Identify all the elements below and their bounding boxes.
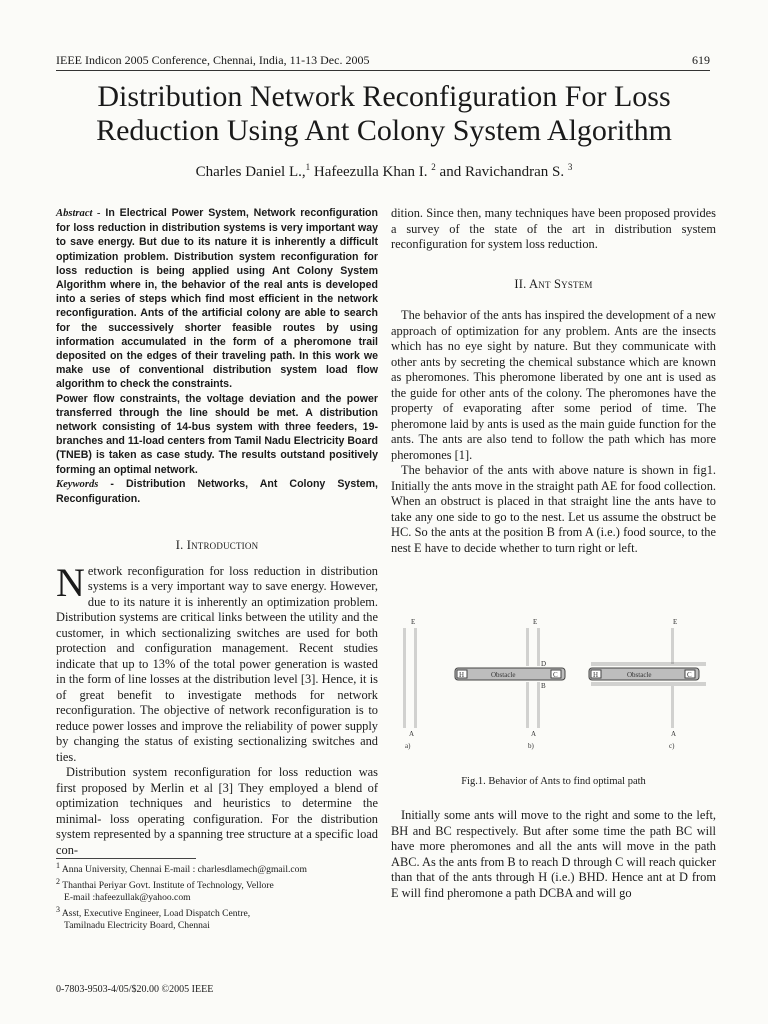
ant-system-paragraph-2: The behavior of the ants with above nature is shown in fig1. Initially the ants move in the straight path AE for food collection. When an obstruct is placed in that straight line the ants have to take any one side to go to the nest. Let us assume the obstruct be HC. So the ants at the position B from A (i.e.) food source, to the nest E have to decide whether to turn right or left. [391, 463, 716, 555]
author-1-mark: 1 [305, 162, 311, 172]
section-heading-ant-system: II. Ant System [514, 276, 593, 291]
panel-a-label-a: A [409, 730, 415, 738]
panel-b-label-b: B [541, 682, 546, 690]
intro-paragraph-1 [56, 559, 378, 766]
title-line-2: Reduction Using Ant Colony System Algorithm [96, 114, 672, 147]
panel-b-trail-bottom-2 [537, 682, 540, 728]
continued-paragraph: dition. Since then, many techniques have been proposed provides a survey of the state of the art in distribution system reconfiguration for system loss reduction. [391, 206, 716, 251]
author-1: Charles Daniel L., [195, 164, 306, 180]
panel-c-caption: c) [669, 742, 675, 750]
panel-c-trail-lower [591, 682, 706, 686]
abstract [56, 206, 378, 506]
panel-c-trail-upper [591, 662, 706, 666]
panel-c-label-h: H [593, 671, 599, 679]
abstract-paragraph-1: In Electrical Power System, Network reconfiguration for loss reduction in distribution systems is very important way to save energy. But due to its nature it is inherently a difficult optimization problem. Distribution system reconfiguration for loss reduction is being applied using Ant Colony System Algorithm where in, the behavior of the real ants is developed into a series of steps which find most efficient in the network reconfiguration. Ants of the artificial colony are able to search for the successively shorter feasible routes by using information accumulated in the form of a pheromone trail deposited on the edges of their traveling path. In this work we make use of conventional distribution system load flow algorithm to check the constraints. [56, 207, 379, 391]
author-2-mark: 2 [431, 162, 436, 172]
footnote-3-line-2: Tamilnadu Electricity Board, Chennai [64, 919, 210, 931]
author-3-mark: 3 [567, 162, 573, 172]
author-3: Ravichandran S. [464, 164, 565, 180]
figure-caption: Fig.1. Behavior of Ants to find optimal path [461, 776, 646, 787]
conference-info: IEEE Indicon 2005 Conference, Chennai, India, 11-13 Dec. 2005 [56, 53, 370, 67]
abstract-paragraph-2: Power flow constraints, the voltage deviation and the power transferred through the line should be met. A distribution network consisting of 14-bus system with three feeders, 19-branches and 11-load centers from Tamil Nadu Electricity Board (TNEB) is taken as case study. The results outstand positively forming an optimal network. [56, 392, 378, 476]
author-conjunction: and [439, 164, 462, 180]
footnote-rule [56, 858, 196, 859]
intro-paragraph-2: Distribution system reconfiguration for loss reduction was first proposed by Merlin et al [3] They employed a blend of optimization techniques and heuristics to determine the minimal- loss operating configuration. For the distribution system represented by a spanning tree structure at a specific load con- [56, 765, 378, 857]
panel-c-trail-bottom [671, 686, 674, 728]
footnote-mark-3: 3 [56, 904, 60, 914]
panel-c-label-e: E [673, 618, 678, 626]
keywords-lead: Keywords [56, 478, 99, 490]
footnote-mark-2: 2 [56, 876, 60, 886]
footnote-2-line-1: Thanthai Periyar Govt. Institute of Technology, Vellore [62, 880, 274, 892]
panel-b-trail-top [526, 628, 529, 666]
paper-title [40, 80, 728, 148]
footnote-3-line-1: Asst, Executive Engineer, Load Dispatch Centre, [61, 907, 251, 919]
section-heading-introduction: I. Introduction [175, 538, 259, 553]
author-2: Hafeezulla Khan I. [313, 164, 428, 180]
footnote-2-line-2: E-mail :hafeezullak@yahoo.com [64, 891, 191, 903]
ant-system-paragraph-3: Initially some ants will move to the right and some to the left, BH and BC respectively. But after some time the path BC will have more pheromones and all the ants will move in the path ABC. As the ants from B to reach D through C will reach quicker than that of the ants through H (i.e.) BHD. Hence ant at D from E will find pheromone a path DCBA and will go [391, 808, 716, 900]
panel-a-ant-trail [403, 628, 417, 728]
title-line-1: Distribution Network Reconfiguration For Loss [97, 80, 671, 113]
panel-a-label-e: E [411, 618, 416, 626]
footnote-1: Anna University, Chennai E-mail : charlesdlamech@gmail.com [61, 864, 307, 876]
abstract-lead: Abstract - [56, 208, 101, 219]
copyright-footer: 0-7803-9503-4/05/$20.00 ©2005 IEEE [56, 984, 214, 995]
panel-c-obstacle-label: Obstacle [627, 671, 652, 679]
dropcap-letter: N [56, 559, 85, 605]
footnotes [56, 860, 378, 932]
author-list [40, 162, 728, 181]
panel-b-obstacle-label: Obstacle [491, 671, 516, 679]
panel-b-label-d: D [541, 660, 547, 668]
right-column [391, 206, 716, 556]
intro-paragraph-1-text: etwork reconfiguration for loss reduction in distribution systems is a very important way to save energy. However, due to its nature it is inherently an optimization problem. Distribution systems are critical links between the utility and the customer, in which sectionalizing switches are used for both protection and configuration management. Recent studies indicate that up to 13% of the total power generation is wasted in the form of line losses at the distribution level [3]. Hence, it is of great benefit to investigate methods for network reconfiguration. The objective of network reconfiguration is to reduce power losses and improve the reliability of power supply by changing the status of existing sectionalizing switches and ties. [56, 563, 378, 764]
panel-c-label-a: A [671, 730, 677, 738]
left-column [56, 206, 378, 858]
panel-b-label-c: C [553, 671, 558, 679]
footnote-mark-1: 1 [56, 861, 60, 870]
panel-b-label-h: H [459, 671, 465, 679]
panel-b-caption: b) [528, 742, 534, 750]
page-number: 619 [692, 53, 710, 67]
ant-system-paragraph-1: The behavior of the ants has inspired the development of a new approach of optimization for any problem. Ants are the insects which has no eye sight by nature. But they communicate with other ants by secreting the chemical substance which are known as pheromones. This pheromone liberated by one ant is used as the guide for other ants of the colony. The pheromones have the property of evaporating after some period of time. The pheromone laid by ants is used as the main guide function for the ants. The ants are also tend to follow the path which has more pheromones [1]. [391, 308, 716, 462]
right-column-lower [391, 808, 716, 901]
running-header [56, 53, 710, 71]
panel-c-label-c: C [687, 671, 692, 679]
panel-c-trail-top [671, 628, 674, 664]
panel-b-trail-top-2 [537, 628, 540, 666]
panel-a-caption: a) [405, 742, 411, 750]
panel-b-trail-bottom [526, 682, 529, 728]
panel-b-label-e: E [533, 618, 538, 626]
keywords-text: - Distribution Networks, Ant Colony System, Reconfiguration. [56, 477, 378, 506]
ant-behavior-figure [391, 618, 716, 758]
panel-b-label-a: A [531, 730, 537, 738]
